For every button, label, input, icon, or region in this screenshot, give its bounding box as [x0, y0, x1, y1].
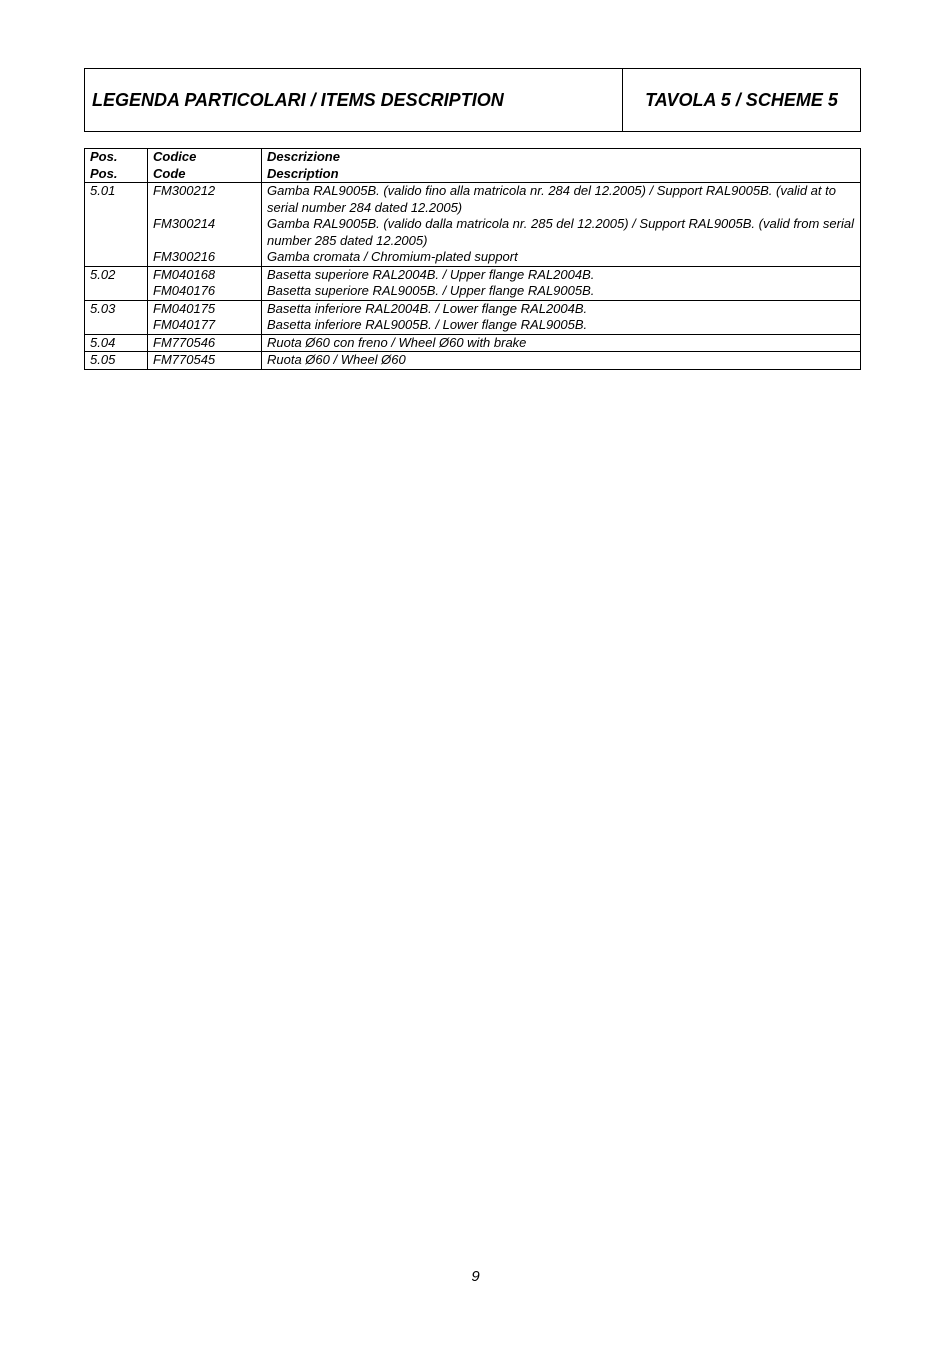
code-value: FM770546	[153, 334, 216, 350]
table-row	[85, 183, 861, 267]
table-row	[85, 300, 861, 334]
description-cell	[262, 183, 861, 267]
pos-cell: 5.05	[85, 352, 148, 370]
items-table	[84, 148, 861, 370]
code-value: FM040176	[153, 283, 216, 298]
description-text: Basetta superiore RAL9005B. / Upper flange RAL9005B.	[267, 283, 595, 298]
page-title: LEGENDA PARTICOLARI / ITEMS DESCRIPTION	[92, 89, 504, 110]
description-text: Basetta inferiore RAL9005B. / Lower flange RAL9005B.	[267, 317, 588, 332]
description-text: Gamba cromata / Chromium-plated support	[267, 249, 518, 264]
header-box	[84, 68, 861, 132]
pos-cell: 5.01	[85, 183, 148, 267]
description-cell	[262, 300, 861, 334]
description-text: Gamba RAL9005B. (valido dalla matricola nr. 285 del 12.2005) / Support RAL9005B. (valid from serial number 285 dated 12.2005)	[267, 216, 854, 248]
code-value: FM300216	[153, 249, 216, 264]
description-text: Basetta inferiore RAL2004B. / Lower flange RAL2004B.	[267, 300, 588, 316]
pos-cell: 5.04	[85, 334, 148, 352]
description-text: Gamba RAL9005B. (valido fino alla matricola nr. 284 del 12.2005) / Support RAL9005B. (valid at to serial number 284 dated 12.2005)	[267, 183, 836, 215]
table-row	[85, 334, 861, 352]
header-scheme-cell	[623, 69, 860, 131]
header-pos-en: Pos.	[90, 165, 118, 181]
code-cell	[148, 334, 262, 352]
code-cell	[148, 352, 262, 370]
code-value: FM300214	[153, 216, 216, 231]
table-row	[85, 352, 861, 370]
code-cell	[148, 266, 262, 300]
header-pos	[85, 149, 148, 183]
pos-cell: 5.03	[85, 300, 148, 334]
description-text: Ruota Ø60 con freno / Wheel Ø60 with brake	[267, 334, 527, 350]
description-cell	[262, 266, 861, 300]
header-pos-it: Pos.	[90, 149, 118, 164]
header-desc-it: Descrizione	[267, 149, 340, 164]
code-value: FM040168	[153, 266, 216, 282]
header-code-it: Codice	[153, 149, 197, 164]
code-value: FM300212	[153, 183, 216, 198]
code-spacer	[153, 200, 256, 217]
header-code	[148, 149, 262, 183]
description-text: Basetta superiore RAL2004B. / Upper flange RAL2004B.	[267, 266, 595, 282]
code-spacer	[153, 233, 256, 250]
pos-cell: 5.02	[85, 266, 148, 300]
page-number: 9	[471, 1268, 480, 1285]
header-code-en: Code	[153, 165, 186, 181]
description-cell	[262, 352, 861, 370]
code-value: FM770545	[153, 352, 216, 367]
table-header-row	[85, 149, 861, 183]
code-cell	[148, 300, 262, 334]
scheme-label: TAVOLA 5 / SCHEME 5	[645, 89, 838, 110]
code-value: FM040177	[153, 317, 216, 332]
code-value: FM040175	[153, 300, 216, 316]
header-description	[262, 149, 861, 183]
description-text: Ruota Ø60 / Wheel Ø60	[267, 352, 406, 367]
header-desc-en: Description	[267, 165, 339, 181]
table-row	[85, 266, 861, 300]
description-cell	[262, 334, 861, 352]
header-title-cell	[85, 69, 623, 131]
code-cell	[148, 183, 262, 267]
